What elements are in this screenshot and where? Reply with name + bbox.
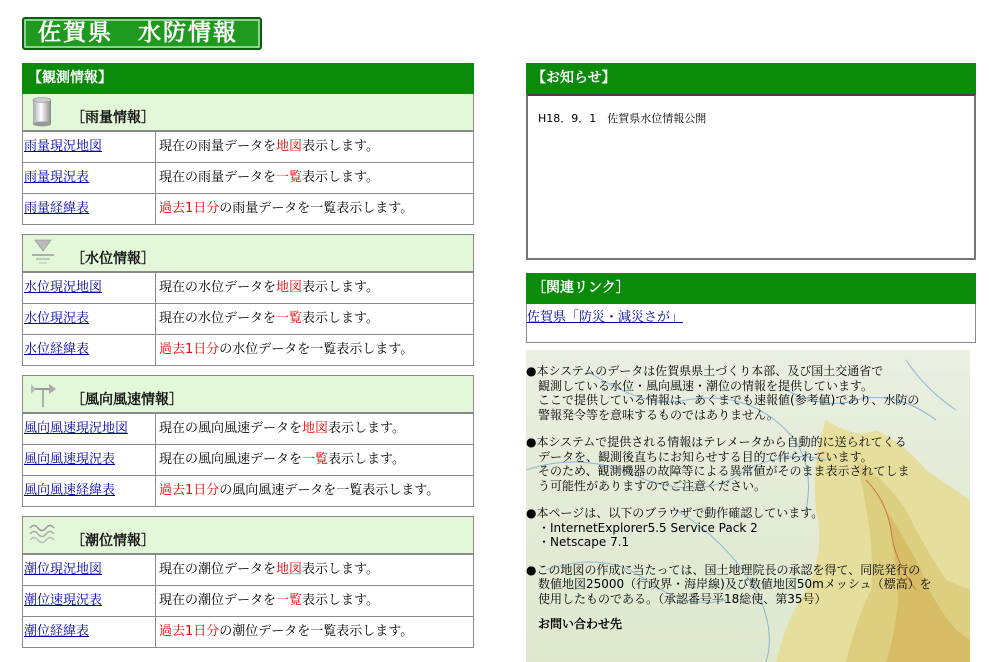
wind-history-link[interactable]: 風向風速経緯表 <box>24 483 116 498</box>
section-title: ［風向風速情報］ <box>71 392 183 408</box>
info-text <box>526 350 970 632</box>
related-links-panel <box>526 273 976 343</box>
section-title: ［雨量情報］ <box>71 110 155 126</box>
tide-history-link[interactable]: 潮位経緯表 <box>24 624 90 639</box>
rain-history-link[interactable]: 雨量経緯表 <box>24 201 90 216</box>
info-panel <box>526 350 970 662</box>
row-description: 現在の水位データを一覧表示します。 <box>159 311 379 326</box>
row-description: 過去1日分の潮位データを一覧表示します。 <box>159 624 414 639</box>
rain-map-link[interactable]: 雨量現況地図 <box>24 139 103 154</box>
wind-table-link[interactable]: 風向風速現況表 <box>24 452 116 467</box>
notice-text: H18．9．1 佐賀県水位情報公開 <box>538 112 707 125</box>
row-description: 現在の潮位データを一覧表示します。 <box>159 593 379 608</box>
table-row <box>23 616 473 647</box>
info-paragraph: ●本システムのデータは佐賀県県土づくり本部、及び国土交通省で 観測している水位・風向風速・潮位の情報を提供しています。 ここで提供している情報は、あくまでも速報値(参考値)であり、水防の 警報発令等を意味するものではありません。 <box>526 364 920 422</box>
table-row <box>23 413 473 444</box>
related-links-header: ［関連リンク］ <box>526 273 976 304</box>
row-description: 現在の風向風速データを地図表示します。 <box>159 421 405 436</box>
tide-map-link[interactable]: 潮位現況地図 <box>24 562 103 577</box>
tide-table-link[interactable]: 潮位速現況表 <box>24 593 103 608</box>
tide-section <box>22 516 474 648</box>
section-header <box>23 376 473 413</box>
row-description: 過去1日分の雨量データを一覧表示します。 <box>159 201 414 216</box>
row-description: 現在の雨量データを一覧表示します。 <box>159 170 379 185</box>
table-row <box>23 334 473 365</box>
table-row <box>23 554 473 585</box>
row-description: 現在の潮位データを地図表示します。 <box>159 562 379 577</box>
table-row <box>23 585 473 616</box>
table-row <box>23 193 473 224</box>
table-row <box>23 444 473 475</box>
notice-box[interactable] <box>526 94 976 260</box>
row-description: 現在の水位データを地図表示します。 <box>159 280 379 295</box>
section-header <box>23 94 473 131</box>
water-level-icon <box>29 238 57 268</box>
section-title: ［水位情報］ <box>71 251 155 267</box>
contact-heading: お問い合わせ先 <box>538 617 623 631</box>
table-row <box>23 131 473 162</box>
water-map-link[interactable]: 水位現況地図 <box>24 280 103 295</box>
table-row <box>23 475 473 506</box>
rain-table-link[interactable]: 雨量現況表 <box>24 170 90 185</box>
section-header <box>23 517 473 554</box>
row-description: 過去1日分の水位データを一覧表示します。 <box>159 342 414 357</box>
related-links-box <box>526 304 976 343</box>
tide-wave-icon <box>29 520 57 550</box>
notice-header: 【お知らせ】 <box>526 63 976 94</box>
table-row <box>23 272 473 303</box>
notice-panel <box>526 63 976 260</box>
info-paragraph: ●本ページは、以下のブラウザで動作確認しています。 ・InternetExplorer5.5 Service Pack 2 ・Netscape 7.1 <box>526 506 824 549</box>
wind-vane-icon <box>29 379 57 409</box>
section-header <box>23 235 473 272</box>
bousai-saga-link[interactable]: 佐賀県「防災・減災さが」 <box>527 310 684 325</box>
site-title: 佐賀県 水防情報 <box>22 17 262 50</box>
info-paragraph: ●本システムで提供される情報はテレメータから自動的に送られてくる データを、観測後直ちにお知らせする目的で作られています。 そのため、観測機器の故障等による異常値がそのまま表示されてしま う可能性がありますのでご注意ください。 <box>526 435 910 493</box>
observation-panel <box>22 63 474 657</box>
section-title: ［潮位情報］ <box>71 533 155 549</box>
row-description: 現在の風向風速データを一覧表示します。 <box>159 452 405 467</box>
observation-header: 【観測情報】 <box>22 63 474 94</box>
rain-gauge-icon <box>29 97 57 127</box>
rain-section <box>22 94 474 225</box>
table-row <box>23 303 473 334</box>
info-paragraph: ●この地図の作成に当たっては、国土地理院長の承認を得て、同院発行の 数値地図25000（行政界・海岸線)及び数値地図50mメッシュ（標高）を 使用したものである。（承認番号平18総使、第35号） <box>526 562 932 606</box>
wind-section <box>22 375 474 507</box>
water-table-link[interactable]: 水位現況表 <box>24 311 90 326</box>
water-level-section <box>22 234 474 366</box>
water-history-link[interactable]: 水位経緯表 <box>24 342 90 357</box>
row-description: 過去1日分の風向風速データを一覧表示します。 <box>159 483 440 498</box>
table-row <box>23 162 473 193</box>
row-description: 現在の雨量データを地図表示します。 <box>159 139 379 154</box>
wind-map-link[interactable]: 風向風速現況地図 <box>24 421 129 436</box>
